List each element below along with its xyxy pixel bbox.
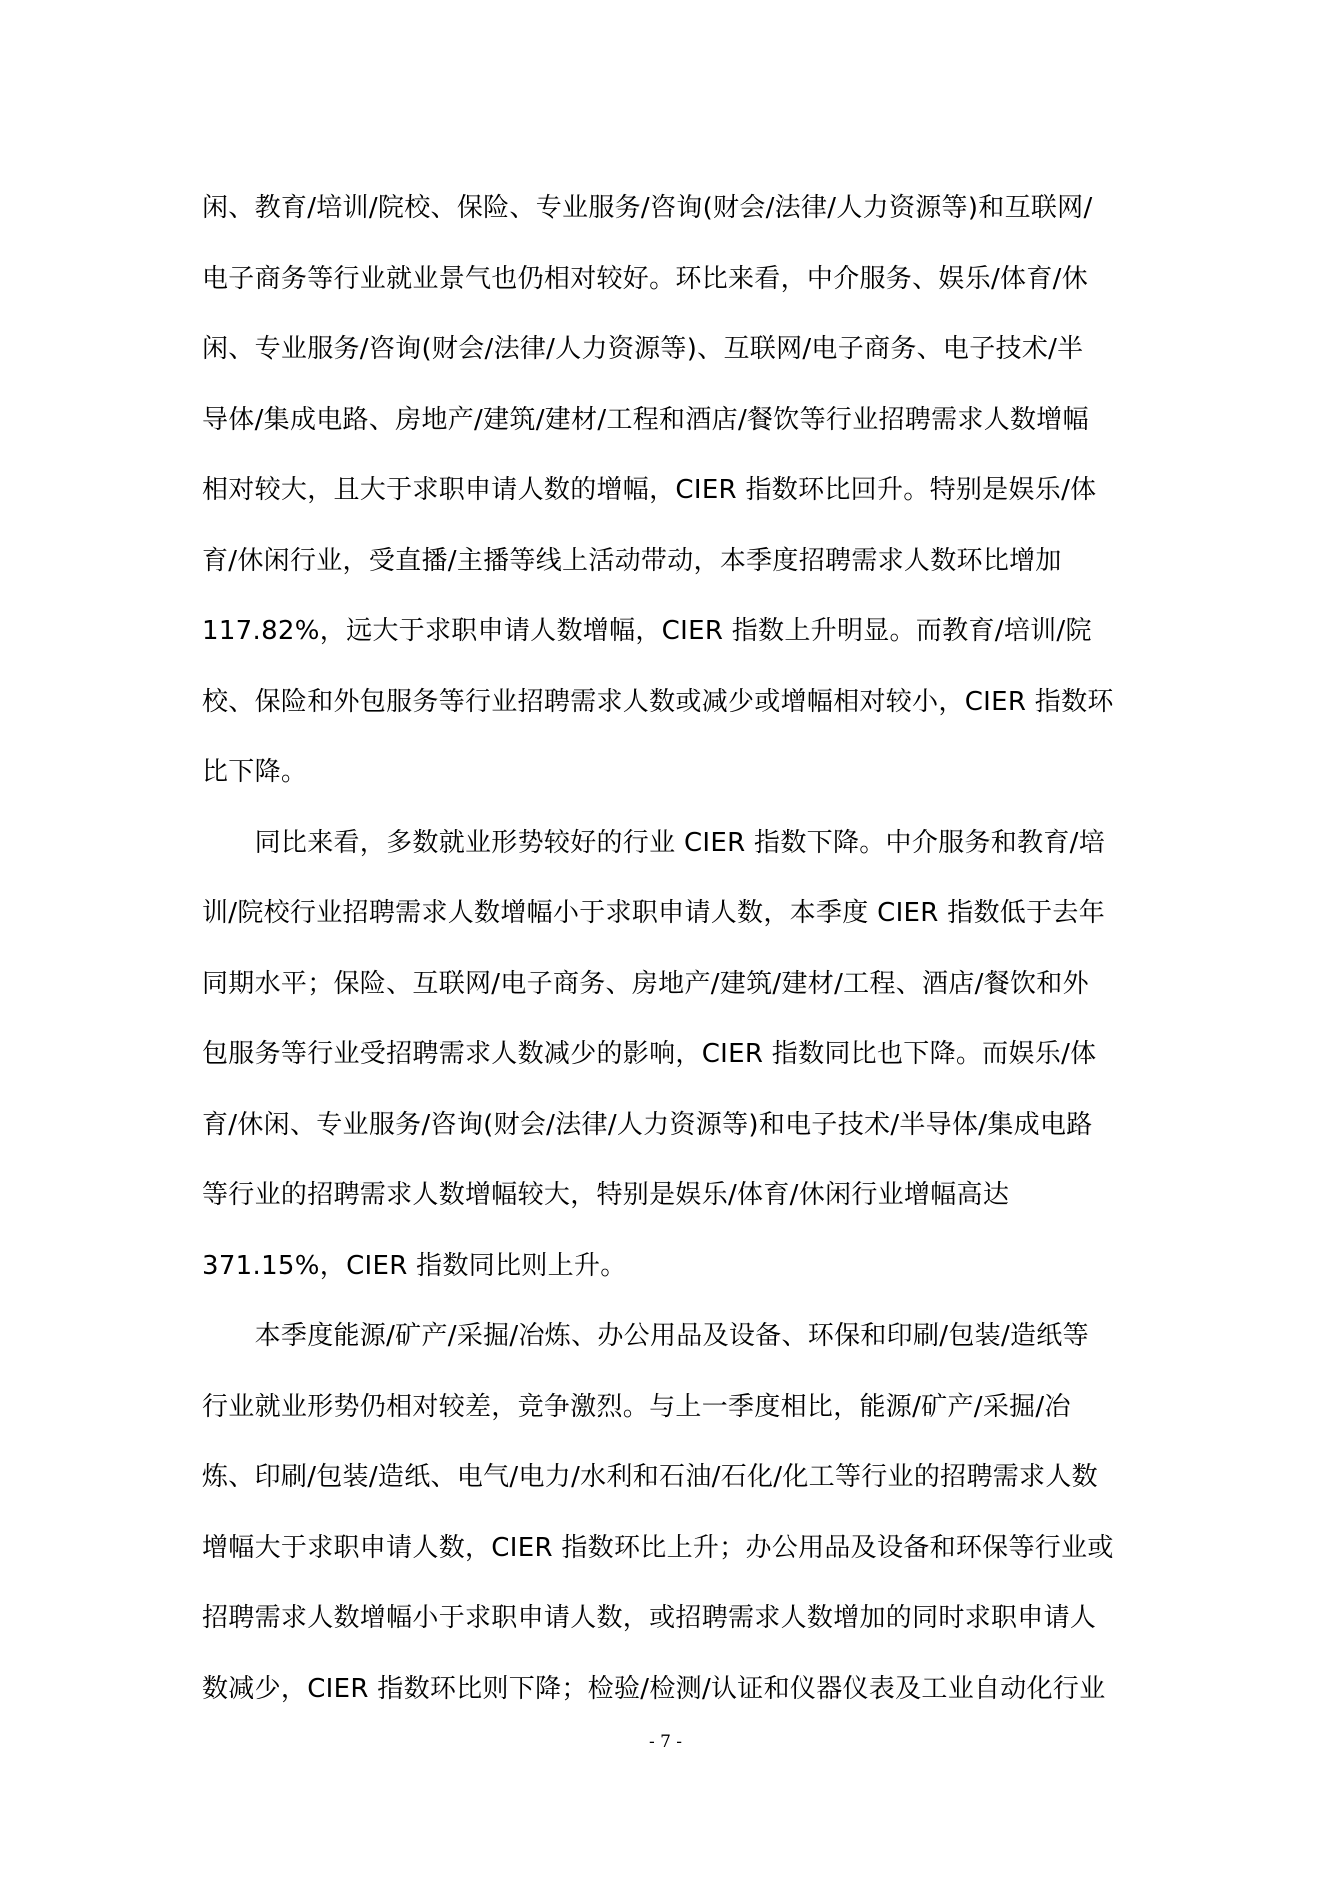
text-line: 招聘需求人数增幅小于求职申请人数，或招聘需求人数增加的同时求职申请人 <box>202 1603 1097 1633</box>
text-line: 导体/集成电路、房地产/建筑/建材/工程和酒店/餐饮等行业招聘需求人数增幅 <box>202 404 1089 435</box>
text-line: 117.82%，远大于求职申请人数增幅，CIER 指数上升明显。而教育/培训/院 <box>202 616 1092 646</box>
text-line: 电子商务等行业就业景气也仍相对较好。环比来看，中介服务、娱乐/体育/休 <box>202 263 1089 294</box>
text-line: 闲、专业服务/咨询(财会/法律/人力资源等)、互联网/电子商务、电子技术/半 <box>202 334 1084 364</box>
text-line: 行业就业形势仍相对较差，竞争激烈。与上一季度相比，能源/矿产/采掘/冶 <box>202 1391 1071 1422</box>
paragraph-1 <box>202 173 1142 808</box>
text-line: 等行业的招聘需求人数增幅较大，特别是娱乐/体育/休闲行业增幅高达 <box>202 1180 1010 1210</box>
text-line: 炼、印刷/包装/造纸、电气/电力/水利和石油/石化/化工等行业的招聘需求人数 <box>202 1462 1098 1492</box>
paragraph-3 <box>202 1301 1142 1724</box>
text-line: 训/院校行业招聘需求人数增幅小于求职申请人数，本季度 CIER 指数低于去年 <box>202 898 1106 928</box>
paragraph-2 <box>202 808 1142 1302</box>
text-line: 育/休闲、专业服务/咨询(财会/法律/人力资源等)和电子技术/半导体/集成电路 <box>202 1109 1093 1140</box>
text-line: 本季度能源/矿产/采掘/冶炼、办公用品及设备、环保和印刷/包装/造纸等 <box>202 1321 1089 1351</box>
text-line: 校、保险和外包服务等行业招聘需求人数或减少或增幅相对较小，CIER 指数环 <box>202 686 1114 717</box>
text-line: 相对较大，且大于求职申请人数的增幅，CIER 指数环比回升。特别是娱乐/体 <box>202 475 1097 505</box>
text-line: 包服务等行业受招聘需求人数减少的影响，CIER 指数同比也下降。而娱乐/体 <box>202 1039 1097 1069</box>
text-line: 数减少，CIER 指数环比则下降；检验/检测/认证和仪器仪表及工业自动化行业 <box>202 1673 1106 1704</box>
text-line: 育/休闲行业，受直播/主播等线上活动带动，本季度招聘需求人数环比增加 <box>202 545 1062 576</box>
text-line: 同期水平；保险、互联网/电子商务、房地产/建筑/建材/工程、酒店/餐饮和外 <box>202 968 1089 999</box>
body-text <box>202 173 1142 1724</box>
text-line: 同比来看，多数就业形势较好的行业 CIER 指数下降。中介服务和教育/培 <box>202 827 1106 858</box>
page-number: - 7 - <box>648 1732 683 1752</box>
text-line: 比下降。 <box>202 757 308 787</box>
text-line: 371.15%，CIER 指数同比则上升。 <box>202 1250 627 1281</box>
text-line: 闲、教育/培训/院校、保险、专业服务/咨询(财会/法律/人力资源等)和互联网/ <box>202 193 1093 223</box>
text-line: 增幅大于求职申请人数，CIER 指数环比上升；办公用品及设备和环保等行业或 <box>202 1532 1114 1563</box>
